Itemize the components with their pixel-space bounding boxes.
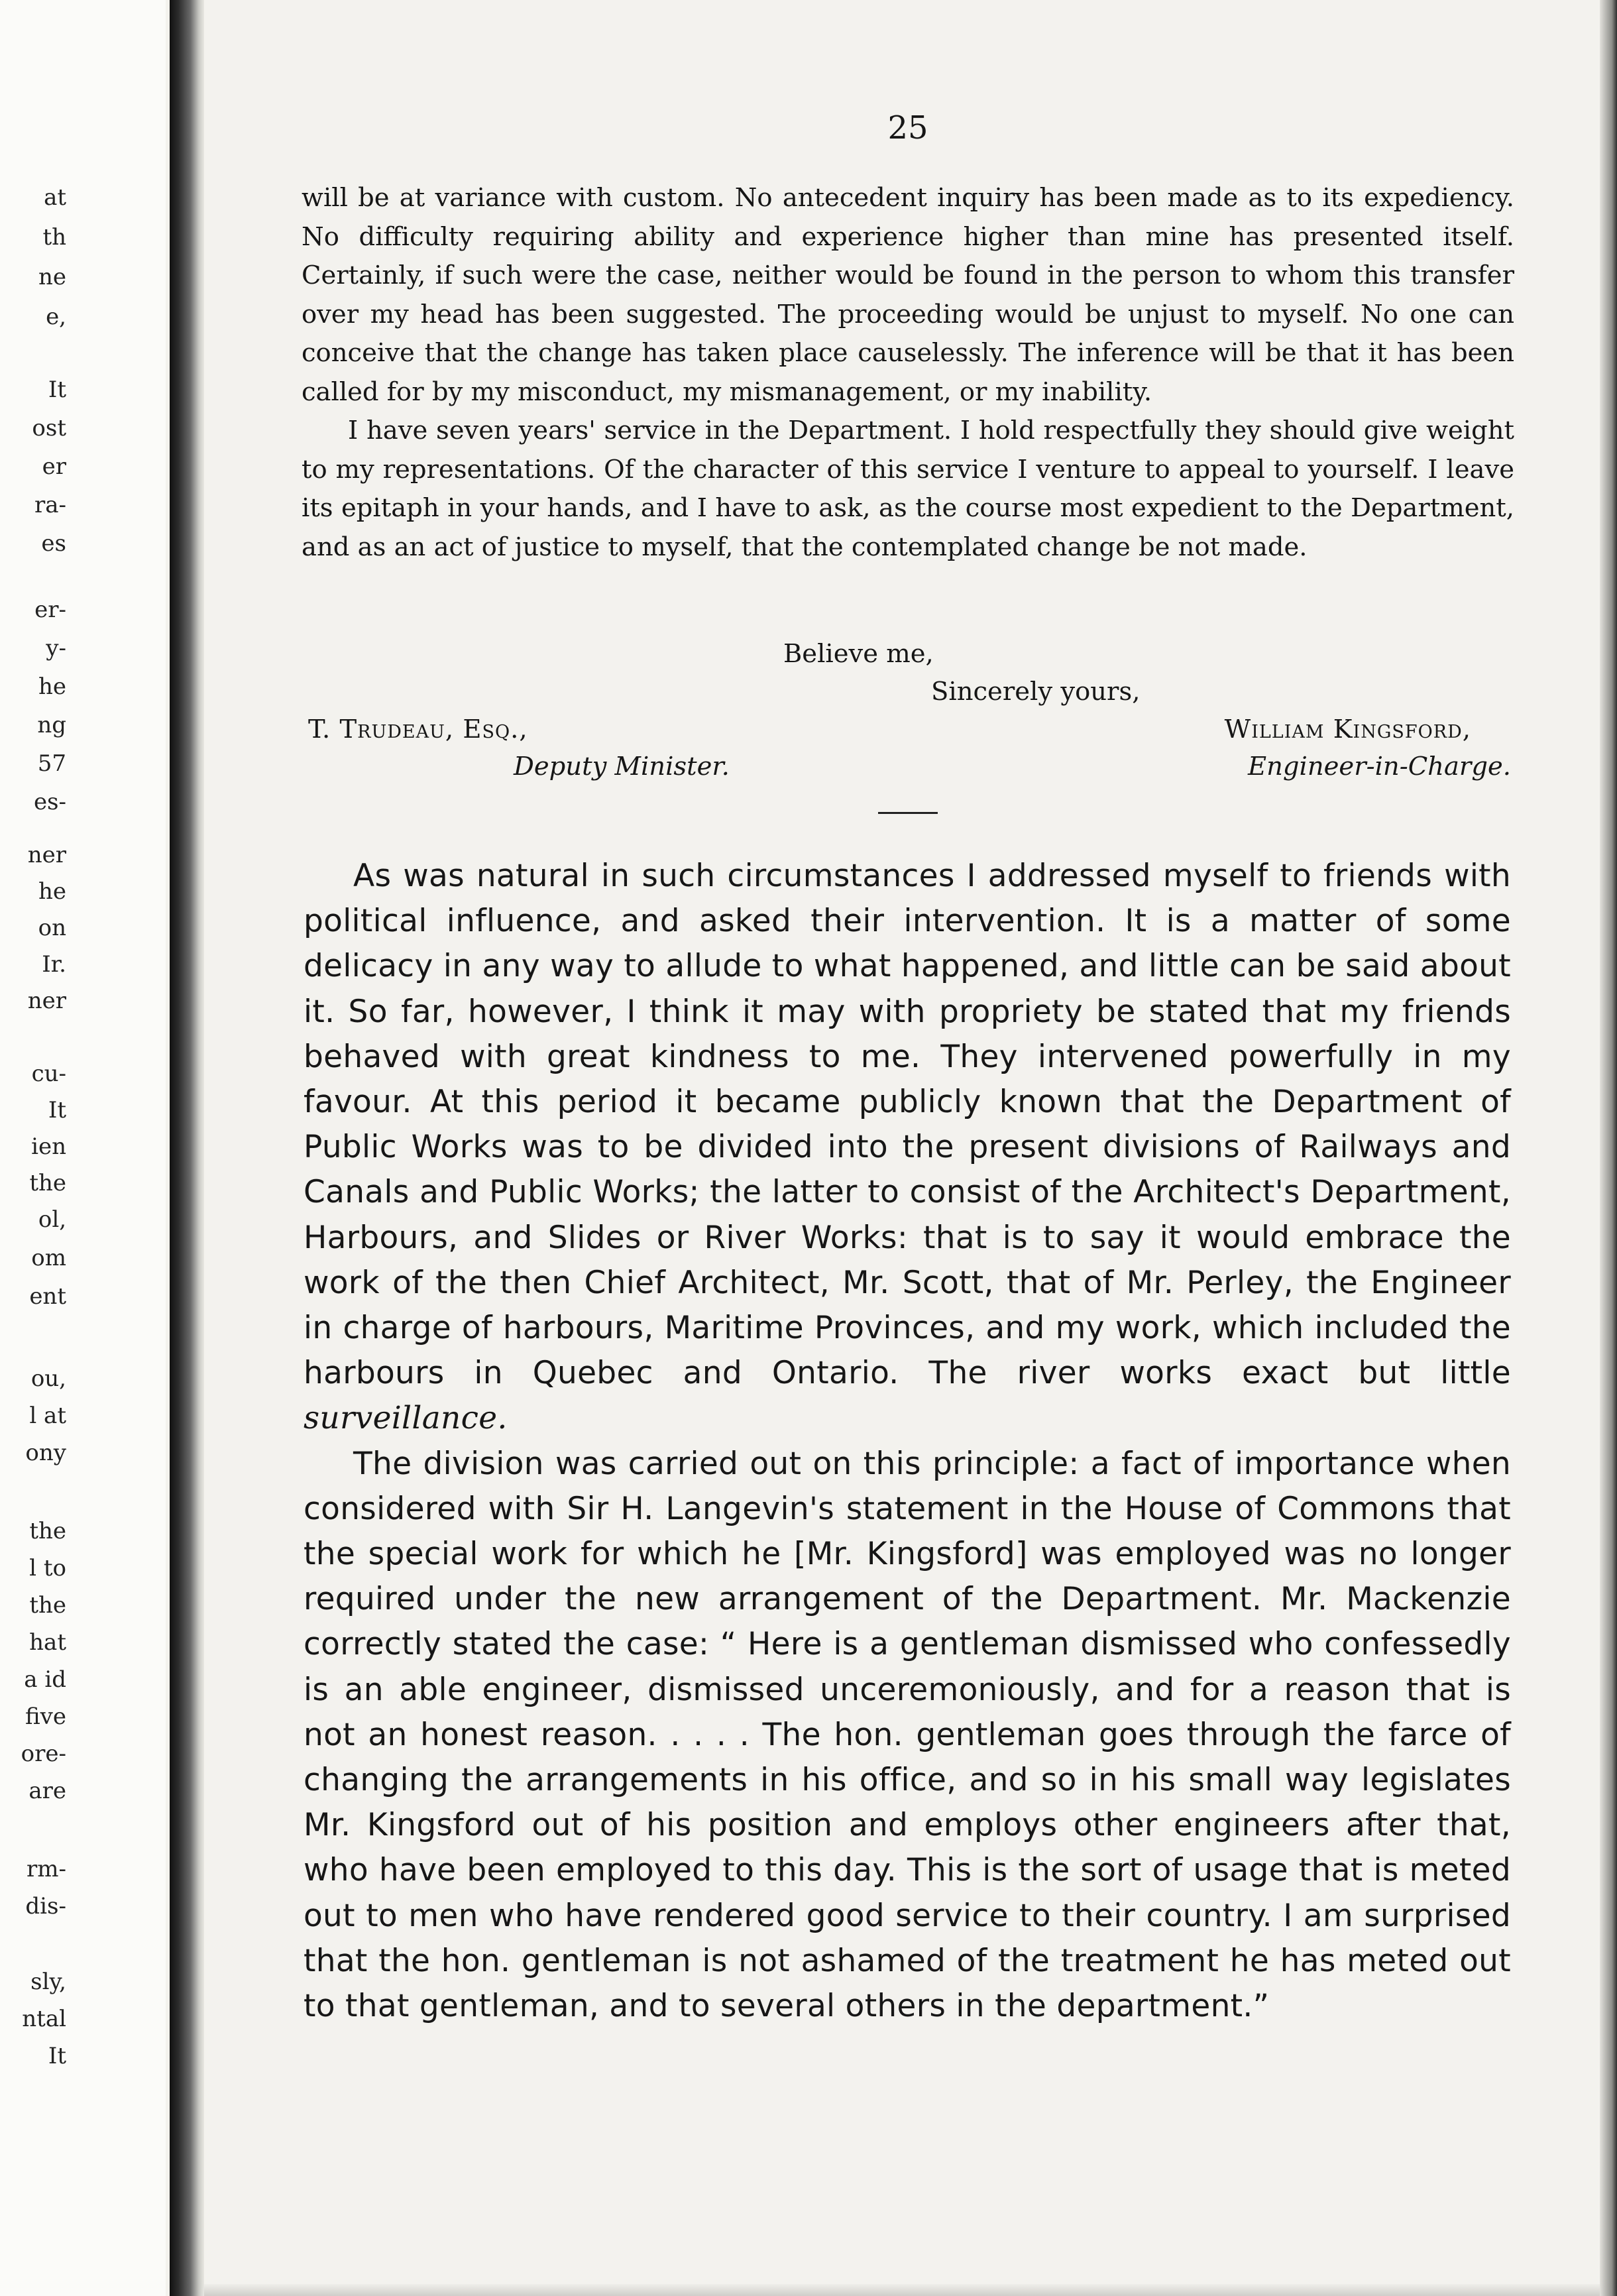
facing-page-fragment: l to: [29, 1555, 66, 1581]
facing-page-fragment: ony: [25, 1440, 66, 1466]
body-paragraph-1-text: As was natural in such circumstances I addressed myself to friends with political influence, and asked their intervention. It is a matter of some delicacy in any way to allude to what happened, and little can be said about it. So far, however, I think it may with propriety be stated that my friends behaved with great kindness to me. They intervened powerfully in my favour. At this period it became publicly known that the Department of Public Works was to be divided into the present divisions of Railways and Canals and Public Works; the latter to consist of the Architect's Department, Harbours, and Slides or River Works: that is to say it would embrace the work of the then Chief Architect, Mr. Scott, that of Mr. Perley, the Engineer in charge of harbours, Maritime Provinces, and my work, which included the harbours in Quebec and Ontario. The river works exact but little: [304, 858, 1511, 1392]
facing-page-fragment: the: [29, 1592, 66, 1619]
body-paragraph-1: [304, 854, 1511, 1442]
facing-page-fragment: he: [38, 673, 66, 700]
facing-page-fragment: l at: [29, 1403, 66, 1429]
facing-page-fragment: th: [42, 224, 66, 251]
body-paragraph-2: The division was carried out on this principle: a fact of importance when considered with Sir H. Langevin's statement in the House of Commons that the special work for which he [Mr. Kingsford] was employed was no longer required under the new arrangement of the Department. Mr. Mackenzie correctly stated the case: “ Here is a gentleman dismissed who confessedly is an able engineer, dismissed unceremoniously, and for a reason that is not an honest reason. . . . . The hon. gentleman goes through the farce of changing the arrangements in his office, and so in his small way legislates Mr. Kingsford out of his position and employs other engineers after that, who have been employed to this day. This is the sort of usage that is meted out to men who have rendered good service to their country. I am surprised that the hon. gentleman is not ashamed of the treatment he has meted out to that gentleman, and to several others in the department.”: [304, 1445, 1511, 2025]
facing-page-fragment: es-: [33, 789, 66, 815]
facing-page-fragment: ntal: [22, 2006, 66, 2032]
facing-page-fragment: cu-: [31, 1061, 66, 1087]
body-text: [304, 854, 1511, 2029]
facing-page-fragment: a id: [24, 1666, 66, 1693]
facing-page-fragment: er: [42, 453, 66, 480]
facing-page-fragment: It: [48, 1097, 66, 1123]
letter-paragraph-1: will be at variance with custom. No antecedent inquiry has been made as to its expediency. No difficulty requiring ability and experience higher than mine has presented itself. Certainly, if such were the case, neither would be found in the person to whom this transfer over my head has been suggested. The proceeding would be unjust to myself. No one can conceive that the change has taken place causelessly. The inference will be that it has been called for by my misconduct, my mismanagement, or my inability.: [302, 183, 1514, 407]
facing-page-fragment: y-: [46, 635, 66, 661]
facing-page-fragment: ng: [37, 712, 66, 738]
facing-page-fragment: hat: [29, 1629, 66, 1656]
facing-page-fragment: he: [38, 878, 66, 905]
signatory-name: William Kingsford,: [1224, 715, 1471, 744]
facing-page-fragment: rm-: [27, 1856, 66, 1882]
facing-page-fragment: It: [48, 376, 66, 403]
facing-page-fragment: the: [29, 1170, 66, 1196]
facing-page-fragment: dis-: [25, 1893, 66, 1920]
facing-page-fragment: ne: [38, 264, 66, 290]
facing-page-fragment: 57: [37, 750, 66, 777]
facing-page-fragment: om: [31, 1245, 66, 1271]
letter-closing-believe: Believe me,: [783, 639, 934, 669]
facing-page-fragment: er-: [34, 597, 66, 623]
letter-paragraph-2: I have seven years' service in the Department. I hold respectfully they should give weight to my representations. Of the character of this service I venture to appeal to yourself. I leave its epitaph in your hands, and I have to ask, as the course most expedient to the Department, and as an act of justice to myself, that the contemplated change be not made.: [302, 416, 1514, 562]
page-number: 25: [887, 109, 928, 146]
page-edge-right: [1600, 0, 1617, 2296]
facing-page-fragment: sly,: [30, 1969, 66, 1995]
facing-page-fragment: on: [38, 915, 66, 941]
facing-page-fragment: ien: [31, 1133, 66, 1160]
facing-page-fragment: ol,: [38, 1206, 66, 1233]
addressee-name: T. Trudeau, Esq.,: [308, 715, 528, 744]
facing-page-fragment: ost: [32, 415, 66, 441]
facing-page-fragment: ent: [29, 1283, 66, 1310]
facing-page-fragment: It: [48, 2043, 66, 2069]
facing-page-fragment: e,: [46, 304, 66, 330]
section-divider: [878, 812, 938, 814]
body-paragraph-1-italic: surveillance.: [304, 1400, 508, 1437]
facing-page-fragment: es: [41, 530, 66, 557]
facing-page-fragment: ore-: [21, 1741, 66, 1767]
facing-page-fragment: ou,: [30, 1365, 66, 1392]
facing-page-edge: [0, 0, 166, 2296]
facing-page-fragment: Ir.: [42, 951, 66, 978]
facing-page-fragment: five: [25, 1703, 66, 1730]
binding-shadow: [170, 0, 204, 2296]
facing-page-fragment: ner: [27, 842, 66, 868]
facing-page-fragment: ner: [27, 988, 66, 1014]
signatory-title: Engineer-in-Charge.: [1247, 752, 1511, 781]
page-edge-bottom: [204, 2284, 1600, 2296]
facing-page-fragment: at: [44, 184, 66, 211]
letter-closing-sincerely: Sincerely yours,: [931, 677, 1141, 707]
facing-page-fragment: are: [28, 1778, 66, 1804]
facing-page-fragment: the: [29, 1518, 66, 1544]
addressee-title: Deputy Minister.: [514, 752, 730, 781]
facing-page-fragment: ra-: [34, 492, 66, 518]
letter-excerpt: [302, 179, 1514, 567]
